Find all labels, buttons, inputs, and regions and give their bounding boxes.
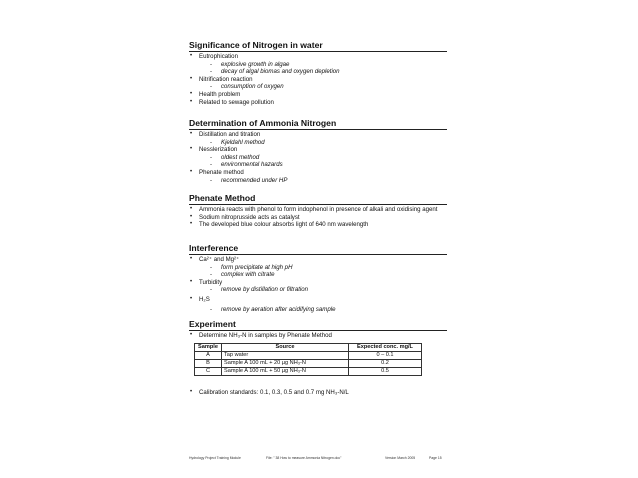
table-cell: A bbox=[195, 352, 222, 360]
section-nitrogen-significance bbox=[189, 40, 454, 106]
list-item: - Kjeldahl method bbox=[189, 139, 454, 147]
list-item: • Distillation and titration bbox=[189, 131, 454, 139]
table-cell: Tap water bbox=[222, 352, 349, 360]
column-header: Sample bbox=[195, 344, 222, 352]
list-item: • Determine NH₃-N in samples by Phenate Method bbox=[189, 332, 454, 340]
list-item: • Nitrification reaction bbox=[189, 76, 454, 84]
list-item: • Ammonia reacts with phenol to form indophenol in presence of alkali and oxidising agent bbox=[189, 206, 439, 214]
section-heading: Phenate Method bbox=[189, 193, 447, 205]
list-item: - explosive growth in algae bbox=[189, 61, 454, 69]
table-cell: Sample A 100 mL + 20 µg NH₃-N bbox=[222, 360, 349, 368]
list-item: • Turbidity bbox=[189, 279, 454, 287]
bullet-list bbox=[189, 332, 454, 340]
footer-page: Page 15 bbox=[429, 456, 442, 460]
bullet-list bbox=[189, 389, 454, 397]
list-item: - consumption of oxygen bbox=[189, 83, 454, 91]
list-item: • Nesslerization bbox=[189, 146, 454, 154]
section-ammonia-determination bbox=[189, 118, 454, 184]
column-header: Expected conc. mg/L bbox=[349, 344, 422, 352]
section-heading: Interference bbox=[189, 243, 447, 255]
list-item: • Calibration standards: 0.1, 0.3, 0.5 and 0.7 mg NH₃-N/L bbox=[189, 389, 454, 397]
list-item: • Sodium nitroprusside acts as catalyst bbox=[189, 214, 454, 222]
table-header-row bbox=[195, 344, 422, 352]
table-cell: 0.5 bbox=[349, 368, 422, 376]
list-item: • H₂S bbox=[189, 296, 454, 304]
list-item: • Eutrophication bbox=[189, 53, 454, 61]
footer-version: Version March 2005 bbox=[385, 456, 416, 460]
list-item: - oldest method bbox=[189, 154, 454, 162]
table-row bbox=[195, 368, 422, 376]
list-item: - complex with citrate bbox=[189, 271, 454, 279]
bullet-list bbox=[189, 53, 454, 106]
bullet-list bbox=[189, 206, 454, 229]
table-cell: 0.2 bbox=[349, 360, 422, 368]
table-row bbox=[195, 352, 422, 360]
list-item: • Related to sewage pollution bbox=[189, 99, 454, 107]
list-item: • Ca²⁺ and Mg²⁺ bbox=[189, 256, 454, 264]
section-experiment bbox=[189, 319, 454, 340]
section-heading: Determination of Ammonia Nitrogen bbox=[189, 118, 447, 130]
table-cell: 0 – 0.1 bbox=[349, 352, 422, 360]
table-cell: C bbox=[195, 368, 222, 376]
bullet-list bbox=[189, 256, 454, 313]
section-heading: Experiment bbox=[189, 319, 447, 331]
list-item: • The developed blue colour absorbs light of 640 nm wavelength bbox=[189, 221, 454, 229]
section-heading: Significance of Nitrogen in water bbox=[189, 40, 447, 52]
list-item: - remove by aeration after acidifying sample bbox=[189, 306, 454, 314]
list-item: - decay of algal biomas and oxygen depletion bbox=[189, 68, 454, 76]
list-item: - form precipitate at high pH bbox=[189, 264, 454, 272]
section-phenate-method bbox=[189, 193, 454, 229]
list-item: - environmental hazards bbox=[189, 161, 454, 169]
section-interference bbox=[189, 243, 454, 313]
column-header: Source bbox=[222, 344, 349, 352]
table-cell: B bbox=[195, 360, 222, 368]
bullet-list bbox=[189, 131, 454, 184]
calibration-note bbox=[189, 388, 454, 397]
list-item: • Phenate method bbox=[189, 169, 454, 177]
table-cell: Sample A 100 mL + 50 µg NH₃-N bbox=[222, 368, 349, 376]
footer-file: File: " 38 How to measure Ammonia Nitrogen.doc" bbox=[266, 456, 342, 460]
footer-module: Hydrology Project Training Module bbox=[189, 456, 241, 460]
table-row bbox=[195, 360, 422, 368]
list-item: - remove by distillation or filtration bbox=[189, 286, 454, 294]
list-item: • Health problem bbox=[189, 91, 454, 99]
samples-table bbox=[194, 343, 422, 376]
list-item: - recommended under HP bbox=[189, 177, 454, 185]
